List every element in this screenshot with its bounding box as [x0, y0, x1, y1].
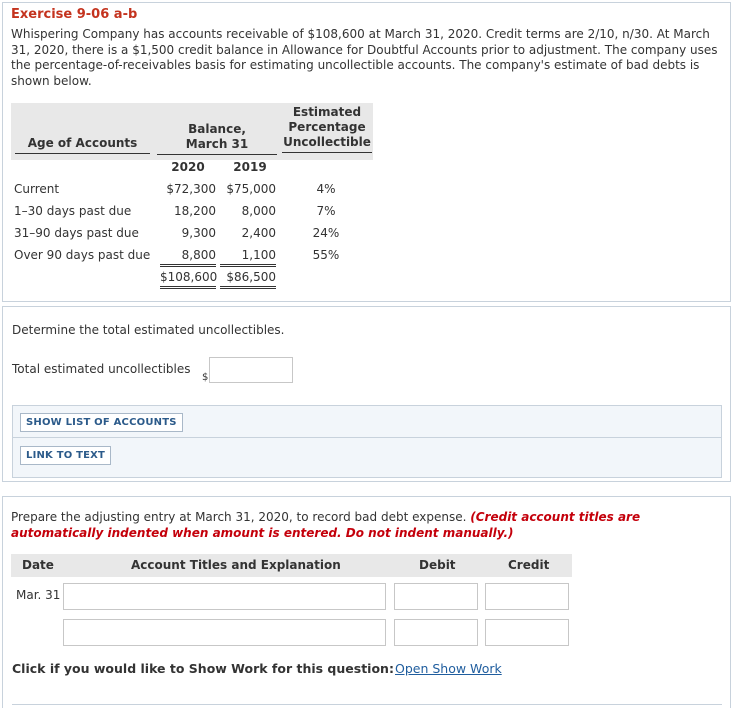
link-to-text-button[interactable]: LINK TO TEXT: [20, 446, 111, 465]
total-2019: $86,500: [220, 266, 276, 289]
row-31-90-pct: 24%: [312, 226, 340, 240]
row-31-90-2019: 2,400: [241, 226, 276, 240]
journal-header-date: Date: [22, 558, 54, 572]
row-label-over-90: Over 90 days past due: [14, 248, 151, 262]
row-current-2020: $72,300: [166, 182, 216, 196]
row-1-30-2020: 18,200: [174, 204, 216, 218]
row-current-2019: $75,000: [226, 182, 276, 196]
row-31-90-2020: 9,300: [181, 226, 216, 240]
journal-header-account: Account Titles and Explanation: [131, 558, 341, 572]
row-label-31-90: 31–90 days past due: [14, 226, 139, 240]
part-b-instruction: [11, 510, 711, 541]
credit-input-1[interactable]: [485, 583, 569, 610]
row-1-30-2019: 8,000: [241, 204, 276, 218]
show-work-label: Click if you would like to Show Work for this question:: [12, 661, 394, 676]
row-1-30-pct: 7%: [316, 204, 336, 218]
row-label-current: Current: [14, 182, 60, 196]
exercise-title: Exercise 9-06 a-b: [11, 7, 138, 22]
header-age-of-accounts: Age of Accounts: [15, 136, 150, 154]
total-uncollectibles-label: Total estimated uncollectibles: [12, 362, 191, 376]
open-show-work-link[interactable]: Open Show Work: [395, 661, 502, 676]
row-over-90-2020: 8,800: [160, 248, 216, 265]
account-title-input-2[interactable]: [63, 619, 386, 646]
header-balance-line2: March 31: [185, 137, 249, 151]
row-over-90-pct: 55%: [312, 248, 340, 262]
header-estimated-percentage: [282, 105, 372, 153]
header-est-line3: Uncollectible: [283, 135, 371, 149]
part-b-note: (Credit account titles are automatically indented when amount is entered. Do not indent manually.): [11, 510, 641, 540]
journal-header-debit: Debit: [419, 558, 456, 572]
row-current-pct: 4%: [316, 182, 336, 196]
part-b-instruction-text: Prepare the adjusting entry at March 31, 2020, to record bad debt expense.: [11, 510, 467, 524]
debit-input-1[interactable]: [394, 583, 478, 610]
header-year-2020: 2020: [171, 160, 205, 174]
debit-input-2[interactable]: [394, 619, 478, 646]
row-over-90-2019: 1,100: [220, 248, 276, 265]
header-est-line2: Percentage: [288, 120, 366, 134]
next-panel-border: [12, 704, 722, 705]
total-uncollectibles-input[interactable]: [209, 357, 293, 383]
button-bar-link: [12, 438, 722, 478]
account-title-input-1[interactable]: [63, 583, 386, 610]
show-list-of-accounts-button[interactable]: SHOW LIST OF ACCOUNTS: [20, 413, 183, 432]
currency-symbol: $: [202, 372, 209, 383]
journal-entry-date: Mar. 31: [16, 588, 61, 602]
exercise-intro: Whispering Company has accounts receivable of $108,600 at March 31, 2020. Credit terms are 2/10, n/30. At March 31, 2020, there is a $1,500 credit balance in Allowance for Doubtful Accounts prior to adjustment. The company uses the percentage-of-receivables basis for estimating uncollectible accounts. The company's estimate of bad debts is shown below.: [11, 27, 718, 88]
row-label-1-30: 1–30 days past due: [14, 204, 132, 218]
credit-input-2[interactable]: [485, 619, 569, 646]
header-year-2019: 2019: [233, 160, 267, 174]
header-est-line1: Estimated: [292, 105, 362, 119]
part-a-instruction: Determine the total estimated uncollectibles.: [12, 323, 285, 337]
total-2020: $108,600: [160, 266, 216, 289]
header-balance: [157, 122, 277, 155]
header-balance-line1: Balance,: [188, 122, 246, 136]
journal-header-credit: Credit: [508, 558, 550, 572]
